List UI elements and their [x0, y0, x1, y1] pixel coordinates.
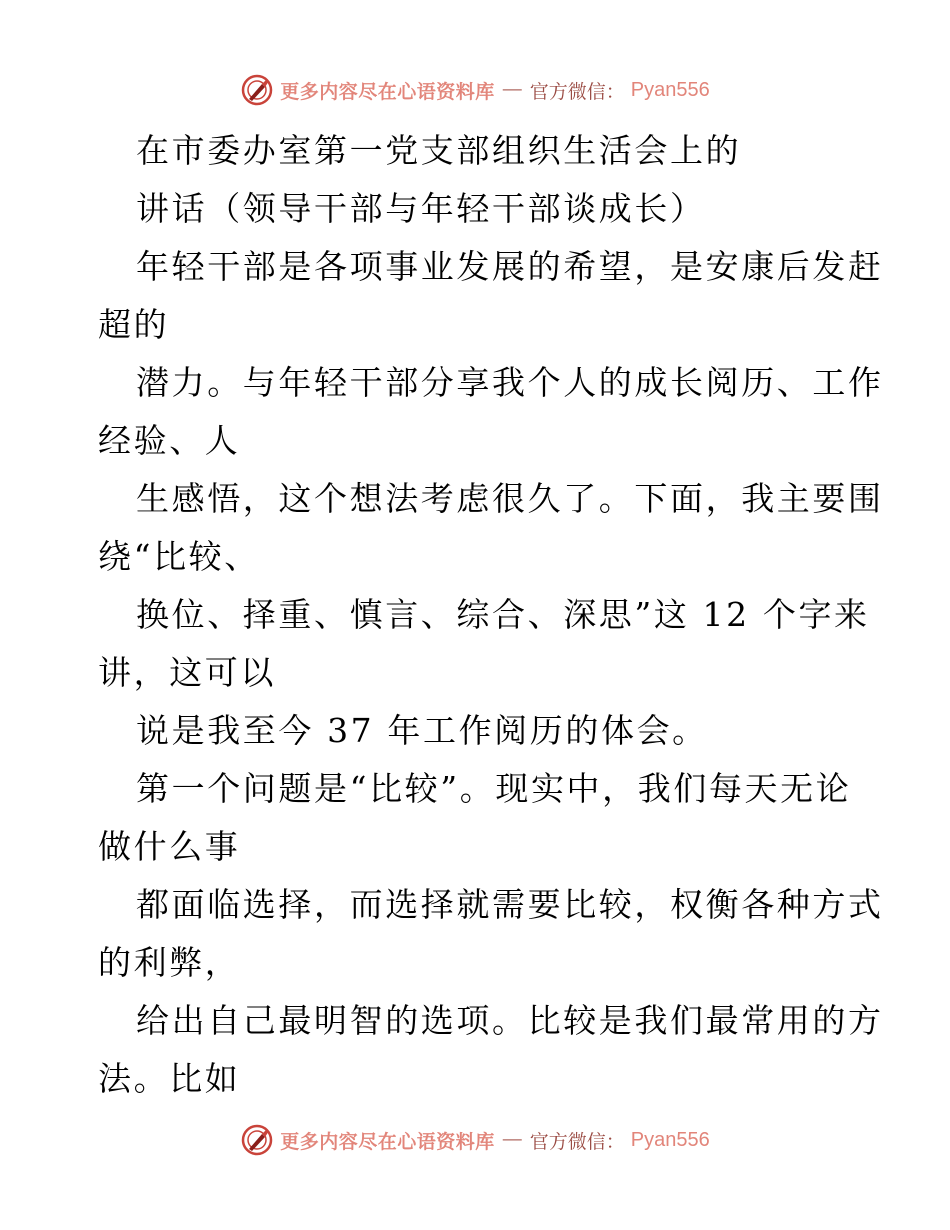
body-line: 超的 — [98, 305, 170, 344]
footer-wechat-label: 官方微信： — [529, 1130, 625, 1153]
body-line: 都面临选择，而选择就需要比较，权衡各种方式 — [136, 885, 884, 924]
body-line: 绕“比较、 — [98, 537, 260, 576]
body-line: 的利弊， — [98, 943, 241, 982]
body-line: 生感悟，这个想法考虑很久了。下面，我主要围 — [136, 479, 884, 518]
body-line: 潜力。与年轻干部分享我个人的成长阅历、工作 — [136, 363, 884, 402]
footer-watermark-banner — [0, 1120, 950, 1160]
header-watermark-banner — [0, 70, 950, 110]
body-line: 第一个问题是“比较”。现实中，我们每天无论 — [136, 769, 852, 808]
header-dash: — — [502, 79, 522, 100]
body-line: 说是我至今 37 年工作阅历的体会。 — [136, 711, 708, 750]
footer-promo-text: 更多内容尽在心语资料库 — [280, 1130, 495, 1153]
body-line: 年轻干部是各项事业发展的希望，是安康后发赶 — [136, 247, 884, 286]
body-line: 法。比如 — [98, 1059, 241, 1098]
body-line: 在市委办室第一党支部组织生活会上的 — [136, 131, 742, 170]
header-promo-text: 更多内容尽在心语资料库 — [280, 80, 495, 103]
document-body — [98, 122, 884, 1108]
header-wechat-label: 官方微信： — [529, 80, 625, 103]
body-line: 给出自己最明智的选项。比较是我们最常用的方 — [136, 1001, 884, 1040]
body-line: 经验、人 — [98, 421, 241, 460]
footer-dash: — — [502, 1129, 522, 1150]
header-wechat-id: Pyan556 — [630, 78, 710, 101]
body-line: 换位、择重、慎言、综合、深思”这 12 个字来 — [136, 595, 870, 634]
pen-nib-logo-icon — [240, 73, 274, 107]
body-line: 讲，这可以 — [98, 653, 276, 692]
body-line: 讲话（领导干部与年轻干部谈成长） — [136, 189, 706, 228]
footer-wechat-id: Pyan556 — [630, 1128, 710, 1151]
body-line: 做什么事 — [98, 827, 241, 866]
pen-nib-logo-icon — [240, 1123, 274, 1157]
